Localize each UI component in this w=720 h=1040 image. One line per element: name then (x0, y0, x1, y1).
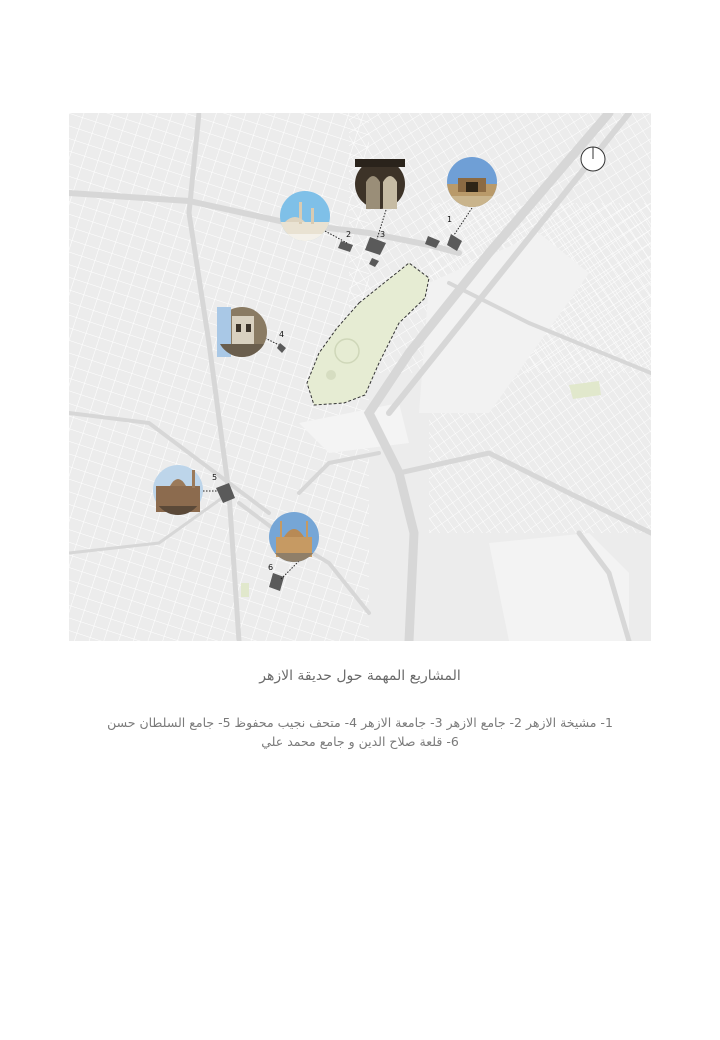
marker-number-1: 1 (447, 215, 453, 224)
marker-number-2: 2 (346, 230, 352, 239)
park-lake (326, 370, 336, 380)
marker-number-6: 6 (268, 563, 274, 572)
photo-marker-6[interactable] (269, 512, 319, 562)
north-indicator-icon (581, 147, 605, 171)
green-spot-south (241, 583, 249, 597)
map-canvas (69, 113, 651, 641)
map-caption-title: المشاريع المهمة حول حديقة الازهر (259, 668, 461, 684)
marker-number-5: 5 (212, 473, 218, 482)
photo-marker-4[interactable] (217, 307, 267, 357)
map-panel[interactable] (69, 113, 651, 641)
legend-line-1: 1- مشيخة الازهر 2- جامع الازهر 3- جامعة الازهر 4- متحف نجيب محفوظ 5- جامع السلطان حسن (107, 715, 613, 730)
marker-number-3: 3 (380, 230, 386, 239)
photo-marker-5[interactable] (153, 465, 203, 515)
marker-number-4: 4 (279, 330, 285, 339)
photo-marker-3[interactable] (355, 159, 405, 209)
photo-marker-2[interactable] (280, 191, 330, 241)
map-legend (90, 713, 630, 751)
legend-line-2: 6- قلعة صلاح الدين و جامع محمد علي (261, 734, 459, 749)
photo-marker-1[interactable] (447, 157, 497, 207)
